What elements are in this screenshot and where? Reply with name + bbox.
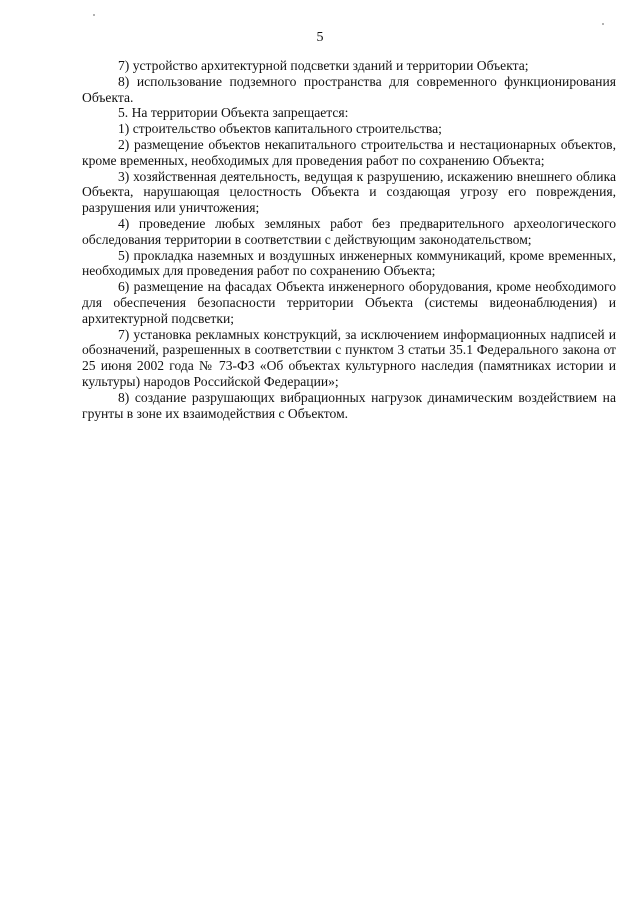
paragraph: 6) размещение на фасадах Объекта инженерного оборудования, кроме необходимого для обеспечения безопасности территории Объекта (системы видеонаблюдения) и архитектурной подсветки; — [82, 279, 616, 326]
paragraph: 4) проведение любых земляных работ без предварительного археологического обследования территории в соответствии с действующим законодательством; — [82, 215, 616, 247]
paragraph: 7) установка рекламных конструкций, за исключением информационных надписей и обозначений, разрешенных в соответствии с пунктом 3 статьи 35.1 Федерального закона от 25 июня 2002 года № 73-ФЗ «Об объектах культурного наследия (памятниках истории и культуры) народов Российской Федерации»; — [82, 326, 616, 389]
paragraph: 5) прокладка наземных и воздушных инженерных коммуникаций, кроме временных, необходимых для проведения работ по сохранению Объекта; — [82, 247, 616, 279]
page-number: 5 — [316, 30, 324, 45]
paragraph: 1) строительство объектов капитального строительства; — [118, 121, 442, 137]
paragraph: 7) устройство архитектурной подсветки зданий и территории Объекта; — [118, 58, 529, 73]
paragraph: 3) хозяйственная деятельность, ведущая к разрушению, искажению внешнего облика Объекта, нарушающая целостность Объекта и создающая угрозу его повреждения, разрушения или уничтожения; — [82, 168, 616, 216]
scan-speck — [93, 14, 95, 16]
section-heading: 5. На территории Объекта запрещается: — [118, 105, 349, 121]
paragraph: 8) создание разрушающих вибрационных нагрузок динамическим воздействием на грунты в зоне их взаимодействия с Объектом. — [82, 389, 616, 421]
paragraph: 2) размещение объектов некапитального строительства и нестационарных объектов, кроме временных, необходимых для проведения работ по сохранению Объекта; — [82, 136, 616, 168]
scan-speck — [602, 23, 604, 25]
document-body — [82, 58, 616, 421]
paragraph: 8) использование подземного пространства для современного функционирования Объекта. — [82, 73, 616, 105]
